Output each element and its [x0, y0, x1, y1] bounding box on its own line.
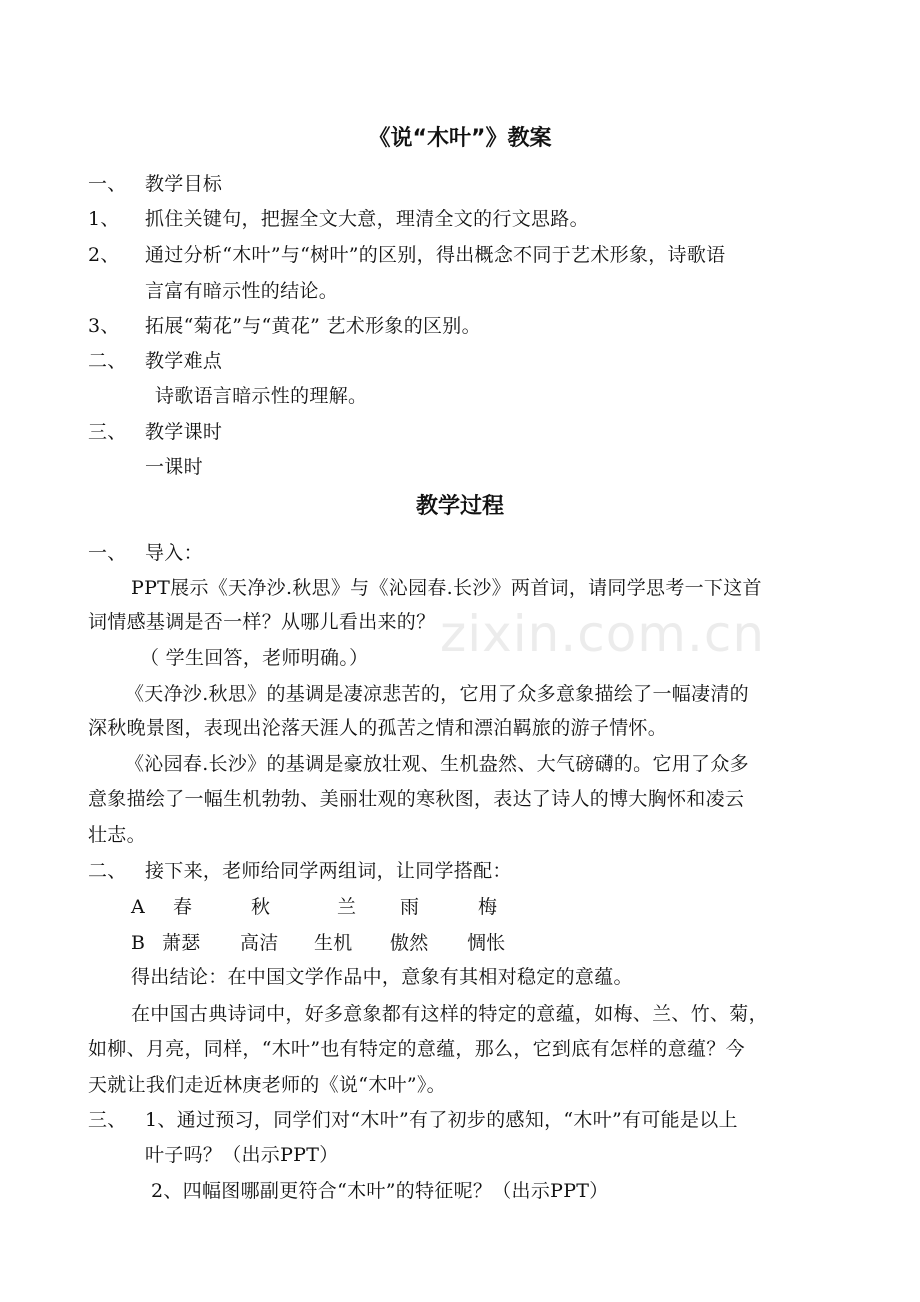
section-number: 三、 — [88, 421, 127, 443]
goal-text: 抓住关键句，把握全文大意，理清全文的行文思路。 — [145, 208, 589, 230]
step-number: 二、 — [88, 860, 127, 882]
word-item: 生机 — [314, 932, 353, 954]
paragraph-line: 天就让我们走近林庚老师的《说“木叶”》。 — [88, 1074, 446, 1096]
section-number: 二、 — [88, 350, 127, 372]
section-1-heading — [88, 171, 222, 197]
paragraph-line: （ 学生回答，老师明确。） — [140, 647, 369, 669]
section-2-heading — [88, 348, 222, 374]
section-label: 教学难点 — [145, 350, 223, 372]
paragraph-line: 《沁园春.长沙》的基调是豪放壮观、生机盎然、大气磅礴的。它用了众多 — [125, 753, 749, 775]
watermark: zixin.com.cn — [440, 605, 766, 663]
section-number: 一、 — [88, 173, 127, 195]
goal-item — [88, 206, 589, 232]
section-label: 教学课时 — [145, 421, 223, 443]
paragraph-line: 《天净沙.秋思》的基调是凄凉悲苦的，它用了众多意象描绘了一幅凄清的 — [125, 683, 749, 705]
row-label: B — [131, 932, 146, 954]
paragraph-line: 2、四幅图哪副更符合“木叶”的特征呢？（出示PPT） — [151, 1180, 609, 1202]
process-title: 教学过程 — [415, 494, 504, 519]
word-item: 傲然 — [390, 932, 429, 954]
section-3-body: 一课时 — [145, 456, 203, 478]
word-item: 高洁 — [240, 932, 279, 954]
paragraph-line: 叶子吗？（出示PPT） — [145, 1144, 339, 1166]
step-text: 1、通过预习，同学们对“木叶”有了初步的感知，“木叶”有可能是以上 — [145, 1109, 738, 1131]
section-label: 教学目标 — [145, 173, 223, 195]
document-title: 《说“木叶”》教案 — [368, 126, 552, 151]
row-label: A — [131, 896, 146, 918]
goal-number: 2、 — [88, 244, 120, 266]
paragraph-line: 得出结论：在中国文学作品中，意象有其相对稳定的意蕴。 — [131, 966, 633, 988]
paragraph-line: PPT展示《天净沙.秋思》与《沁园春.长沙》两首词，请同学思考一下这首 — [131, 577, 762, 599]
paragraph-line: 意象描绘了一幅生机勃勃、美丽壮观的寒秋图，表达了诗人的博大胸怀和凌云 — [88, 788, 745, 810]
word-item: 春 — [173, 896, 193, 918]
goal-number: 3、 — [88, 315, 120, 337]
step-label: 接下来，老师给同学两组词，让同学搭配： — [145, 860, 512, 882]
goal-continuation: 言富有暗示性的结论。 — [145, 280, 339, 302]
goal-text: 拓展“菊花”与“黄花” 艺术形象的区别。 — [145, 315, 481, 337]
paragraph-line: 词情感基调是否一样？从哪儿看出来的？ — [88, 611, 436, 633]
step-number: 一、 — [88, 542, 127, 564]
word-item: 兰 — [337, 896, 357, 918]
goal-text: 通过分析“木叶”与“树叶”的区别，得出概念不同于艺术形象，诗歌语 — [145, 244, 726, 266]
step-label: 导入： — [145, 542, 203, 564]
section-2-body: 诗歌语言暗示性的理解。 — [155, 385, 368, 407]
paragraph-line: 在中国古典诗词中，好多意象都有这样的特定的意蕴，如梅、兰、竹、菊， — [131, 1003, 768, 1025]
goal-number: 1、 — [88, 208, 120, 230]
paragraph-line: 如柳、月亮，同样，“木叶”也有特定的意蕴，那么，它到底有怎样的意蕴？今 — [88, 1038, 745, 1060]
word-item: 秋 — [251, 896, 271, 918]
goal-item — [88, 242, 725, 268]
word-item: 雨 — [400, 896, 420, 918]
process-step-2-heading — [88, 858, 512, 884]
section-3-heading — [88, 419, 222, 445]
word-item: 梅 — [478, 896, 498, 918]
word-item: 萧瑟 — [162, 932, 201, 954]
word-item: 惆怅 — [467, 932, 506, 954]
paragraph-line: 深秋晚景图，表现出沦落天涯人的孤苦之情和漂泊羁旅的游子情怀。 — [88, 717, 668, 739]
goal-item — [88, 313, 481, 339]
step-number: 三、 — [88, 1109, 127, 1131]
process-step-3 — [88, 1107, 738, 1133]
process-step-1-heading — [88, 540, 203, 566]
paragraph-line: 壮志。 — [88, 824, 146, 846]
